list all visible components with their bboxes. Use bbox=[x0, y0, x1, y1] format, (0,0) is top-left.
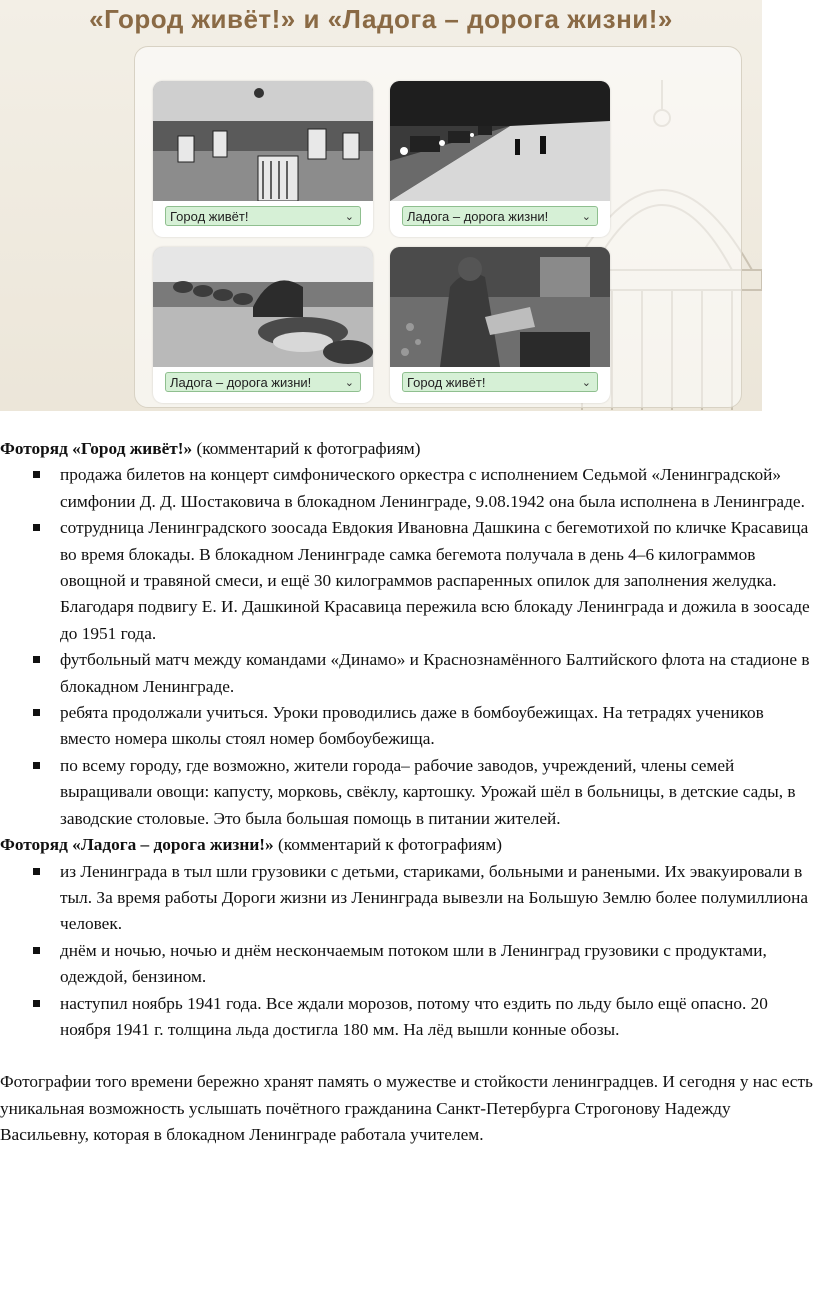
chevron-down-icon: ⌄ bbox=[344, 211, 354, 223]
list-item-text: по всему городу, где возможно, жители города– рабочие заводов, учреждений, члены семей выращивали овощи: капусту, морковь, свёклу, картошку. Урожай шёл в больницы, в детские сады, в заводские столовые. Это была большая помощь в питании жителей. bbox=[60, 755, 796, 828]
bullet-list bbox=[0, 462, 816, 832]
chevron-down-icon: ⌄ bbox=[344, 377, 354, 389]
list-item bbox=[60, 647, 816, 700]
list-item bbox=[60, 938, 816, 991]
photo-tile bbox=[390, 247, 610, 403]
square-bullet-icon bbox=[33, 524, 40, 531]
list-item-text: продажа билетов на концерт симфонического оркестра с исполнением Седьмой «Ленинградской» симфонии Д. Д. Шостаковича в блокадном Ленинграде, 9.08.1942 она была исполнена в Ленинграде. bbox=[60, 465, 805, 511]
select-value: Ладога – дорога жизни! bbox=[407, 209, 549, 224]
photo-panel bbox=[134, 46, 742, 408]
section-heading bbox=[0, 832, 816, 858]
bullet-list bbox=[0, 859, 816, 1044]
photo-tile bbox=[153, 247, 373, 403]
square-bullet-icon bbox=[33, 1000, 40, 1007]
list-item-text: наступил ноябрь 1941 года. Все ждали морозов, потому что ездить по льду было ещё опасно. 20 ноября 1941 г. толщина льда достигла 180 мм. На лёд вышли конные обозы. bbox=[60, 993, 768, 1039]
list-item-text: сотрудница Ленинградского зоосада Евдокия Ивановна Дашкина с бегемотихой по кличке Красавица во время блокады. В блокадном Ленинграде самка бегемота получала в день 4–6 килограммов овощной и травяной смеси, и ещё 30 килограммов распаренных опилок для заполнения желудка. Благодаря подвигу Е. И. Дашкиной Красавица пережила всю блокаду Ленинграда и дожила в зоосаде до 1951 года. bbox=[60, 518, 810, 643]
list-item-text: днём и ночью, ночью и днём нескончаемым потоком шли в Ленинград грузовики с продуктами, одеждой, бензином. bbox=[60, 940, 767, 987]
section-title: Фоторяд «Ладога – дорога жизни!» bbox=[0, 835, 274, 855]
select-value: Город живёт! bbox=[170, 209, 249, 224]
section-heading bbox=[0, 436, 816, 462]
section-note: (комментарий к фотографиям) bbox=[192, 439, 421, 458]
photo-tile bbox=[390, 81, 610, 237]
slide-title: «Город живёт!» и «Ладога – дорога жизни!» bbox=[89, 4, 673, 34]
list-item-text: ребята продолжали учиться. Уроки проводились даже в бомбоубежищах. На тетрадях учеников вместо номера школы стоял номер бомбоубежища. bbox=[60, 703, 764, 749]
square-bullet-icon bbox=[33, 709, 40, 716]
square-bullet-icon bbox=[33, 656, 40, 663]
photo-tile bbox=[153, 81, 373, 237]
list-item-text: футбольный матч между командами «Динамо» и Краснознамённого Балтийского флота на стадионе в блокадном Ленинграде. bbox=[60, 650, 810, 696]
list-item bbox=[60, 991, 816, 1044]
document-body bbox=[0, 436, 816, 1149]
square-bullet-icon bbox=[33, 868, 40, 875]
select-value: Ладога – дорога жизни! bbox=[170, 375, 312, 390]
square-bullet-icon bbox=[33, 762, 40, 769]
chevron-down-icon: ⌄ bbox=[581, 211, 591, 223]
photo-category-select[interactable] bbox=[165, 372, 361, 392]
list-item bbox=[60, 700, 816, 753]
chevron-down-icon: ⌄ bbox=[581, 377, 591, 389]
select-value: Город живёт! bbox=[407, 375, 486, 390]
football-match-photo bbox=[153, 81, 373, 201]
list-item bbox=[60, 859, 816, 938]
photo-category-select[interactable] bbox=[402, 372, 598, 392]
slide-image bbox=[0, 0, 762, 411]
square-bullet-icon bbox=[33, 471, 40, 478]
closing-paragraph: Фотографии того времени бережно хранят память о мужестве и стойкости ленинградцев. И сегодня у нас есть уникальная возможность услышать почётного гражданина Санкт-Петербурга Строгонову Надежду Васильевну, которая в блокадном Ленинграде работала учителем. bbox=[0, 1072, 813, 1145]
photo-category-select[interactable] bbox=[165, 206, 361, 226]
list-item bbox=[60, 753, 816, 832]
square-bullet-icon bbox=[33, 947, 40, 954]
section-title: Фоторяд «Город живёт!» bbox=[0, 439, 193, 458]
list-item bbox=[60, 515, 816, 647]
winter-road-trucks-photo bbox=[390, 81, 610, 201]
photo-category-select[interactable] bbox=[402, 206, 598, 226]
sandbags-shore-photo bbox=[153, 247, 373, 367]
list-item-text: из Ленинграда в тыл шли грузовики с детьми, стариками, больными и ранеными. Их эвакуировали в тыл. За время работы Дороги жизни из Ленинграда вывезли на Большую Землю более полумиллиона человек. bbox=[60, 861, 809, 934]
section-note: (комментарий к фотографиям) bbox=[273, 835, 503, 855]
zoo-hippo-keeper-photo bbox=[390, 247, 610, 367]
list-item bbox=[60, 462, 816, 515]
